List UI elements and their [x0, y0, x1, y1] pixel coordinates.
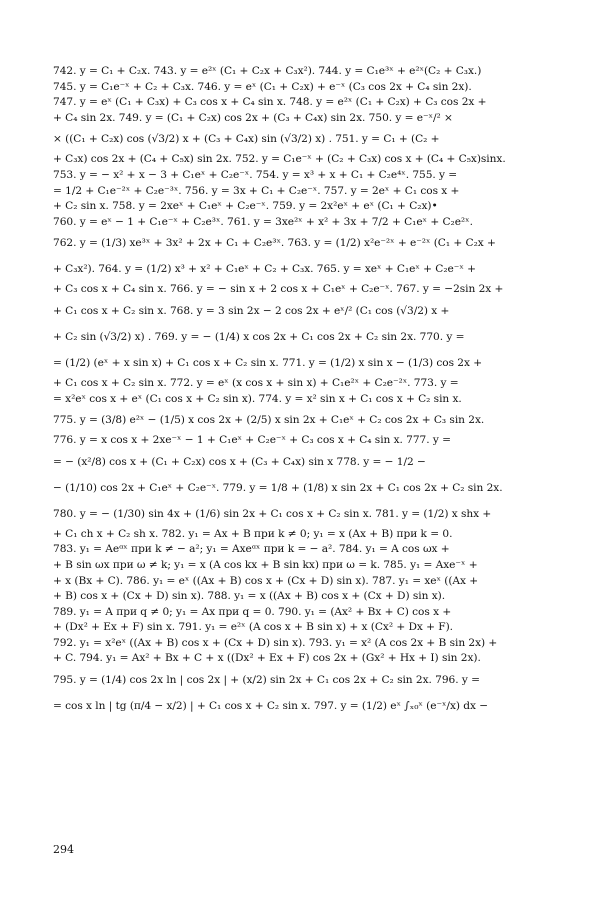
- text-line: 760. y = eˣ − 1 + C₁e⁻ˣ + C₂e³ˣ. 761. y = 3xe²ˣ + x² + 3x + 7/2 + C₁eˣ + C₂e²ˣ.: [53, 215, 473, 228]
- text-line: + C₃x) cos 2x + (C₄ + C₅x) sin 2x. 752. y = C₁e⁻ˣ + (C₂ + C₃x) cos x + (C₄ + C₅x)sinx.: [53, 153, 506, 166]
- text-line: 789. y₁ = A при q ≠ 0; y₁ = Ax при q = 0. 790. y₁ = (Ax² + Bx + C) cos x +: [53, 605, 452, 618]
- text-line: = x²eˣ cos x + eˣ (C₁ cos x + C₂ sin x). 774. y = x² sin x + C₁ cos x + C₂ sin x.: [53, 392, 462, 405]
- text-line: = − (x²/8) cos x + (C₁ + C₂x) cos x + (C₃ + C₄x) sin x 778. y = − 1/2 −: [53, 455, 426, 468]
- text-line: 762. y = (1/3) xe³ˣ + 3x² + 2x + C₁ + C₂e³ˣ. 763. y = (1/2) x²e⁻²ˣ + e⁻²ˣ (C₁ + C₂x +: [53, 237, 496, 250]
- text-line: + (Dx² + Ex + F) sin x. 791. y₁ = e²ˣ (A cos x + B sin x) + x (Cx² + Dx + F).: [53, 621, 454, 634]
- text-line: + B sin ωx при ω ≠ k; y₁ = x (A cos kx + B sin kx) при ω = k. 785. y₁ = Axe⁻ˣ +: [53, 558, 478, 571]
- text-line: 792. y₁ = x²eˣ ((Ax + B) cos x + (Cx + D) sin x). 793. y₁ = x² (A cos 2x + B sin 2x) +: [53, 636, 498, 649]
- text-line: = 1/2 + C₁e⁻²ˣ + C₂e⁻³ˣ. 756. y = 3x + C₁ + C₂e⁻ˣ. 757. y = 2eˣ + C₁ cos x +: [53, 184, 460, 197]
- text-line: + C₃ cos x + C₄ sin x. 766. y = − sin x + 2 cos x + C₁eˣ + C₂e⁻ˣ. 767. y = −2sin 2x +: [53, 283, 504, 296]
- text-line: + x (Bx + C). 786. y₁ = eˣ ((Ax + B) cos x + (Cx + D) sin x). 787. y₁ = xeˣ ((Ax +: [53, 574, 479, 587]
- answers-text-block: [53, 64, 553, 719]
- page-number: 294: [53, 843, 74, 856]
- text-line: + C₃x²). 764. y = (1/2) x³ + x² + C₁eˣ + C₂ + C₃x. 765. y = xeˣ + C₁eˣ + C₂e⁻ˣ +: [53, 263, 476, 276]
- text-line: + C₂ sin (√3/2) x) . 769. y = − (1/4) x cos 2x + C₁ cos 2x + C₂ sin 2x. 770. y =: [53, 330, 465, 343]
- text-line: 775. y = (3/8) e²ˣ − (1/5) x cos 2x + (2/5) x sin 2x + C₁eˣ + C₂ cos 2x + C₃ sin 2x.: [53, 414, 485, 427]
- text-line: + C₁ cos x + C₂ sin x. 772. y = eˣ (x cos x + sin x) + C₁e²ˣ + C₂e⁻²ˣ. 773. y =: [53, 376, 459, 389]
- text-line: 753. y = − x² + x − 3 + C₁eˣ + C₂e⁻ˣ. 754. y = x³ + x + C₁ + C₂e⁴ˣ. 755. y =: [53, 168, 458, 181]
- text-line: + C₁ ch x + C₂ sh x. 782. y₁ = Ax + B при k ≠ 0; y₁ = x (Ax + B) при k = 0.: [53, 527, 453, 540]
- text-line: 747. y = eˣ (C₁ + C₃x) + C₃ cos x + C₄ sin x. 748. y = e²ˣ (C₁ + C₂x) + C₃ cos 2x +: [53, 96, 487, 109]
- text-line: + C₁ cos x + C₂ sin x. 768. y = 3 sin 2x − 2 cos 2x + eˣ/² (C₁ cos (√3/2) x +: [53, 304, 450, 317]
- text-line: + C₂ sin x. 758. y = 2xeˣ + C₁eˣ + C₂e⁻ˣ. 759. y = 2x²eˣ + eˣ (C₁ + C₂x)•: [53, 200, 438, 213]
- text-line: + B) cos x + (Cx + D) sin x). 788. y₁ = x ((Ax + B) cos x + (Cx + D) sin x).: [53, 590, 446, 603]
- text-line: + C. 794. y₁ = Ax² + Bx + C + x ((Dx² + Ex + F) cos 2x + (Gx² + Hx + I) sin 2x).: [53, 652, 481, 665]
- text-line: 776. y = x cos x + 2xe⁻ˣ − 1 + C₁eˣ + C₂e⁻ˣ + C₃ cos x + C₄ sin x. 777. y =: [53, 434, 451, 447]
- text-line: 783. y₁ = Aeᵅˣ при k ≠ − a²; y₁ = Axeᵅˣ при k = − a². 784. y₁ = A cos ωx +: [53, 543, 450, 556]
- text-line: 780. y = − (1/30) sin 4x + (1/6) sin 2x + C₁ cos x + C₂ sin x. 781. y = (1/2) x shx +: [53, 507, 492, 520]
- text-line: 745. y = C₁e⁻ˣ + C₂ + C₃x. 746. y = eˣ (C₁ + C₂x) + e⁻ˣ (C₃ cos 2x + C₄ sin 2x).: [53, 80, 472, 93]
- text-line: × ((C₁ + C₂x) cos (√3/2) x + (C₃ + C₄x) sin (√3/2) x) . 751. y = C₁ + (C₂ +: [53, 133, 440, 146]
- text-line: − (1/10) cos 2x + C₁eˣ + C₂e⁻ˣ. 779. y = 1/8 + (1/8) x sin 2x + C₁ cos 2x + C₂ sin 2x.: [53, 481, 503, 494]
- text-line: 742. y = C₁ + C₂x. 743. y = e²ˣ (C₁ + C₂x + C₃x²). 744. y = C₁e³ˣ + e²ˣ(C₂ + C₃x.): [53, 65, 482, 77]
- text-line: = (1/2) (eˣ + x sin x) + C₁ cos x + C₂ sin x. 771. y = (1/2) x sin x − (1/3) cos 2x +: [53, 356, 483, 369]
- text-line: 795. y = (1/4) cos 2x ln | cos 2x | + (x/2) sin 2x + C₁ cos 2x + C₂ sin 2x. 796. y =: [53, 674, 480, 687]
- text-line: = cos x ln | tg (π/4 − x/2) | + C₁ cos x + C₂ sin x. 797. y = (1/2) eˣ ∫ₓ₀ˣ (e⁻ˣ/x) dx −: [53, 700, 489, 713]
- text-line: + C₄ sin 2x. 749. y = (C₁ + C₂x) cos 2x + (C₃ + C₄x) sin 2x. 750. y = e⁻ˣ/² ×: [53, 111, 453, 124]
